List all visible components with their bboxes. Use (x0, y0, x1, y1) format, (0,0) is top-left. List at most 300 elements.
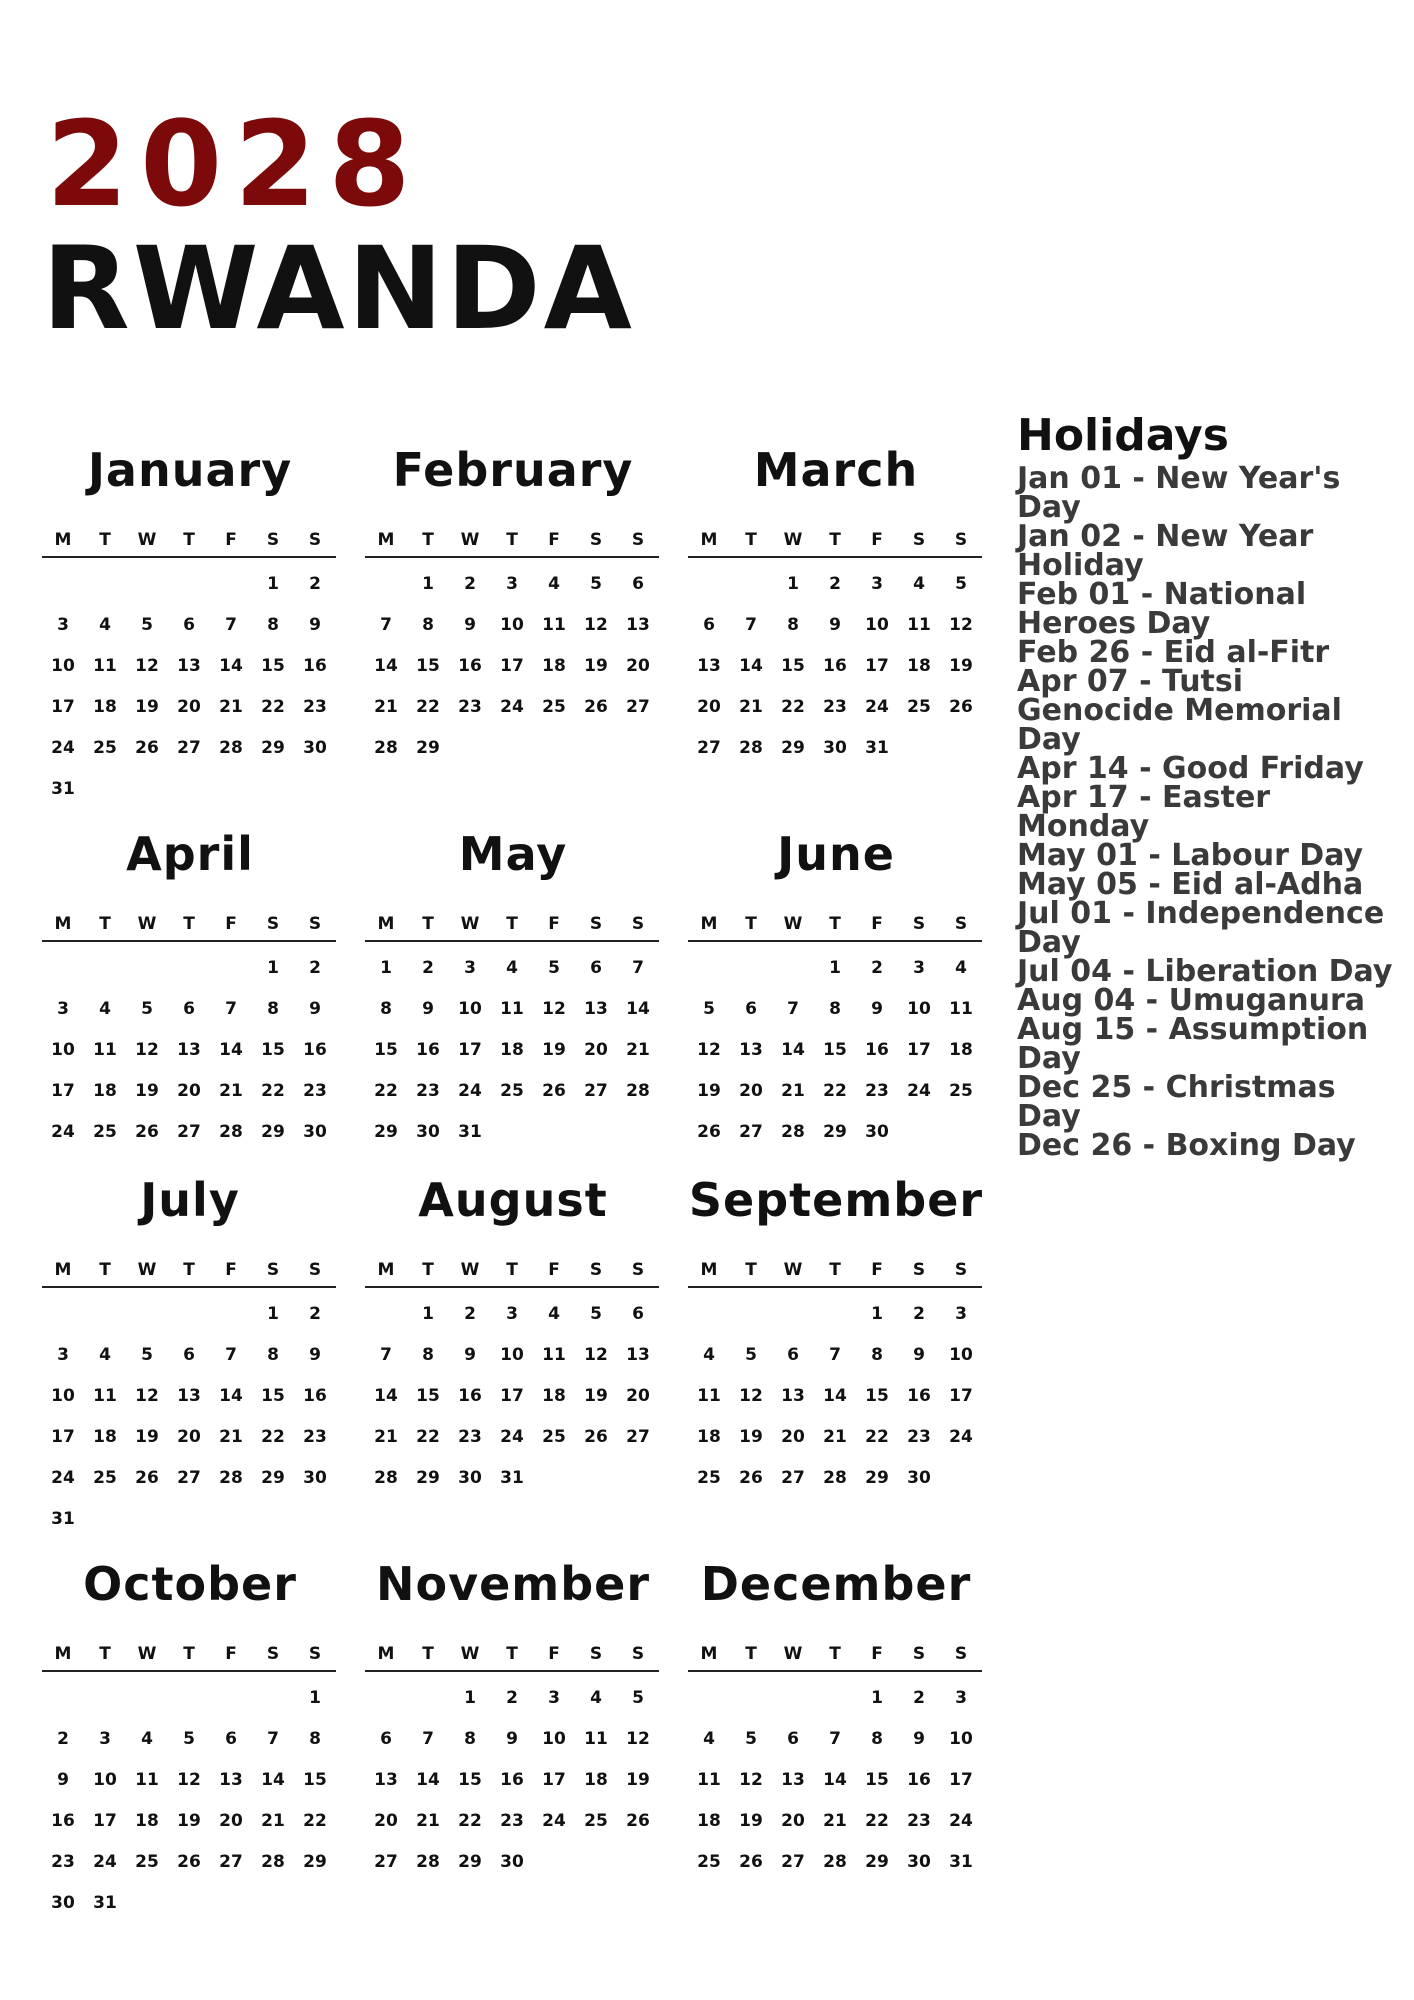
day-cell: 18 (907, 656, 931, 676)
day-cell: 29 (261, 1468, 285, 1488)
day-cell: 3 (548, 1688, 560, 1708)
weekday-header: F (210, 528, 252, 558)
empty-day (168, 1294, 210, 1335)
year-title: 2028 (46, 95, 423, 233)
day-cell: 9 (871, 999, 883, 1019)
day-cell: 31 (51, 1509, 75, 1529)
day-cell: 25 (93, 1122, 117, 1142)
month-grid (688, 528, 984, 769)
day-cell: 27 (781, 1852, 805, 1872)
day-cell: 26 (739, 1468, 763, 1488)
day-cell: 3 (57, 615, 69, 635)
weekday-header: S (898, 1642, 940, 1672)
weekday-header: T (814, 528, 856, 558)
day-cell: 7 (380, 1345, 392, 1365)
day-cell: 24 (51, 1468, 75, 1488)
holiday-item: Dec 26 - Boxing Day (1017, 1128, 1356, 1163)
empty-day (168, 948, 210, 989)
day-cell: 4 (703, 1345, 715, 1365)
weekday-header: T (407, 1258, 449, 1288)
day-cell: 7 (829, 1345, 841, 1365)
weekday-header: T (730, 528, 772, 558)
day-cell: 15 (261, 1040, 285, 1060)
day-cell: 3 (913, 958, 925, 978)
day-cell: 27 (584, 1081, 608, 1101)
day-cell: 7 (225, 1345, 237, 1365)
month-september (688, 1172, 984, 1499)
day-cell: 12 (739, 1386, 763, 1406)
day-cell: 2 (913, 1304, 925, 1324)
empty-day (772, 1294, 814, 1335)
day-cell: 29 (261, 738, 285, 758)
day-cell: 7 (745, 615, 757, 635)
day-cell: 3 (464, 958, 476, 978)
day-cell: 11 (542, 615, 566, 635)
weekday-header: S (575, 912, 617, 942)
day-cell: 30 (303, 1468, 327, 1488)
day-cell: 28 (416, 1852, 440, 1872)
weekday-header: S (940, 1642, 982, 1672)
day-cell: 4 (548, 1304, 560, 1324)
day-cell: 12 (135, 656, 159, 676)
day-cell: 30 (865, 1122, 889, 1142)
day-cell: 3 (57, 1345, 69, 1365)
day-cell: 22 (458, 1811, 482, 1831)
day-cell: 2 (309, 574, 321, 594)
day-cell: 1 (871, 1304, 883, 1324)
day-cell: 12 (135, 1040, 159, 1060)
weekday-header: T (168, 912, 210, 942)
day-cell: 29 (416, 1468, 440, 1488)
day-cell: 31 (500, 1468, 524, 1488)
day-cell: 22 (374, 1081, 398, 1101)
month-grid (365, 912, 661, 1153)
day-cell: 19 (626, 1770, 650, 1790)
day-cell: 19 (697, 1081, 721, 1101)
day-cell: 1 (829, 958, 841, 978)
day-cell: 27 (177, 1122, 201, 1142)
day-cell: 22 (865, 1427, 889, 1447)
day-cell: 10 (949, 1345, 973, 1365)
holiday-item: Aug 04 - Umuganura (1017, 983, 1366, 1018)
day-cell: 6 (183, 615, 195, 635)
day-cell: 13 (219, 1770, 243, 1790)
day-cell: 25 (907, 697, 931, 717)
day-cell: 27 (219, 1852, 243, 1872)
day-cell: 19 (135, 1081, 159, 1101)
day-cell: 8 (464, 1729, 476, 1749)
empty-day (126, 1294, 168, 1335)
empty-day (42, 1294, 84, 1335)
day-cell: 16 (458, 1386, 482, 1406)
day-cell: 14 (739, 656, 763, 676)
day-cell: 27 (177, 1468, 201, 1488)
empty-day (814, 1294, 856, 1335)
day-cell: 22 (303, 1811, 327, 1831)
holiday-item: Apr 14 - Good Friday (1017, 751, 1364, 786)
day-cell: 23 (303, 697, 327, 717)
day-cell: 15 (416, 1386, 440, 1406)
day-cell: 30 (51, 1893, 75, 1913)
day-cell: 31 (949, 1852, 973, 1872)
day-cell: 18 (949, 1040, 973, 1060)
day-cell: 2 (506, 1688, 518, 1708)
day-cell: 5 (548, 958, 560, 978)
day-cell: 15 (416, 656, 440, 676)
weekday-header: S (617, 528, 659, 558)
weekday-header: W (772, 1642, 814, 1672)
weekday-header: T (730, 912, 772, 942)
day-cell: 16 (907, 1386, 931, 1406)
day-cell: 10 (51, 656, 75, 676)
weekday-header: F (210, 912, 252, 942)
weekday-header: S (294, 912, 336, 942)
day-cell: 5 (590, 1304, 602, 1324)
day-cell: 10 (907, 999, 931, 1019)
day-cell: 30 (907, 1852, 931, 1872)
month-july (42, 1172, 338, 1540)
empty-day (84, 1294, 126, 1335)
weekday-header: T (491, 528, 533, 558)
day-cell: 26 (177, 1852, 201, 1872)
empty-day (688, 1678, 730, 1719)
weekday-header: S (575, 1258, 617, 1288)
day-cell: 27 (697, 738, 721, 758)
day-cell: 10 (542, 1729, 566, 1749)
holiday-item: Jan 01 - New Year's Day (1017, 461, 1341, 525)
day-cell: 3 (506, 1304, 518, 1324)
day-cell: 15 (781, 656, 805, 676)
day-cell: 31 (51, 779, 75, 799)
day-cell: 3 (955, 1304, 967, 1324)
day-cell: 1 (464, 1688, 476, 1708)
day-cell: 30 (823, 738, 847, 758)
day-cell: 27 (626, 1427, 650, 1447)
day-cell: 20 (626, 656, 650, 676)
weekday-header: S (940, 1258, 982, 1288)
weekday-header: T (730, 1642, 772, 1672)
month-grid (365, 1258, 661, 1499)
day-cell: 17 (51, 697, 75, 717)
day-cell: 4 (590, 1688, 602, 1708)
day-cell: 15 (823, 1040, 847, 1060)
empty-day (42, 1678, 84, 1719)
weekday-header: T (491, 912, 533, 942)
day-cell: 25 (542, 1427, 566, 1447)
day-cell: 11 (93, 1040, 117, 1060)
day-cell: 14 (219, 1040, 243, 1060)
day-cell: 8 (829, 999, 841, 1019)
day-cell: 28 (219, 1468, 243, 1488)
empty-day (210, 1678, 252, 1719)
day-cell: 7 (829, 1729, 841, 1749)
day-cell: 21 (416, 1811, 440, 1831)
weekday-header: S (575, 1642, 617, 1672)
day-cell: 25 (93, 1468, 117, 1488)
weekday-header: M (365, 528, 407, 558)
day-cell: 9 (309, 999, 321, 1019)
weekday-header: M (42, 1258, 84, 1288)
weekday-header: T (814, 1258, 856, 1288)
day-cell: 5 (703, 999, 715, 1019)
day-cell: 29 (261, 1122, 285, 1142)
day-cell: 18 (500, 1040, 524, 1060)
month-name: January (87, 443, 293, 497)
weekday-header: F (533, 1642, 575, 1672)
day-cell: 30 (458, 1468, 482, 1488)
month-name: November (375, 1557, 651, 1611)
day-cell: 20 (584, 1040, 608, 1060)
day-cell: 8 (871, 1729, 883, 1749)
empty-day (84, 564, 126, 605)
weekday-header: F (533, 912, 575, 942)
day-cell: 1 (787, 574, 799, 594)
weekday-header: M (365, 912, 407, 942)
day-cell: 12 (626, 1729, 650, 1749)
empty-day (772, 948, 814, 989)
day-cell: 18 (584, 1770, 608, 1790)
day-cell: 14 (823, 1770, 847, 1790)
day-cell: 18 (135, 1811, 159, 1831)
empty-day (126, 948, 168, 989)
day-cell: 11 (93, 1386, 117, 1406)
day-cell: 16 (416, 1040, 440, 1060)
day-cell: 29 (823, 1122, 847, 1142)
day-cell: 4 (703, 1729, 715, 1749)
weekday-header: W (126, 1258, 168, 1288)
weekday-header: M (42, 528, 84, 558)
empty-day (730, 1294, 772, 1335)
day-cell: 9 (506, 1729, 518, 1749)
weekday-header: M (688, 1642, 730, 1672)
day-cell: 26 (135, 1122, 159, 1142)
day-cell: 7 (787, 999, 799, 1019)
day-cell: 30 (303, 1122, 327, 1142)
day-cell: 8 (422, 1345, 434, 1365)
day-cell: 29 (458, 1852, 482, 1872)
holiday-item: May 05 - Eid al-Adha (1017, 867, 1364, 902)
day-cell: 4 (548, 574, 560, 594)
day-cell: 15 (865, 1770, 889, 1790)
weekday-header: T (407, 1642, 449, 1672)
day-cell: 10 (458, 999, 482, 1019)
month-grid (365, 1642, 661, 1883)
day-cell: 22 (823, 1081, 847, 1101)
day-cell: 13 (584, 999, 608, 1019)
day-cell: 9 (913, 1345, 925, 1365)
weekday-header: T (168, 528, 210, 558)
empty-day (168, 1678, 210, 1719)
empty-day (42, 948, 84, 989)
day-cell: 5 (590, 574, 602, 594)
day-cell: 31 (458, 1122, 482, 1142)
day-cell: 7 (225, 615, 237, 635)
day-cell: 2 (309, 1304, 321, 1324)
day-cell: 16 (51, 1811, 75, 1831)
day-cell: 5 (955, 574, 967, 594)
empty-day (42, 564, 84, 605)
day-cell: 4 (955, 958, 967, 978)
day-cell: 21 (626, 1040, 650, 1060)
weekday-header: W (449, 1642, 491, 1672)
weekday-header: S (898, 912, 940, 942)
day-cell: 28 (219, 1122, 243, 1142)
day-cell: 2 (464, 574, 476, 594)
day-cell: 17 (500, 1386, 524, 1406)
day-cell: 25 (949, 1081, 973, 1101)
empty-day (252, 1678, 294, 1719)
day-cell: 3 (99, 1729, 111, 1749)
day-cell: 9 (309, 1345, 321, 1365)
day-cell: 16 (303, 1040, 327, 1060)
day-cell: 28 (374, 738, 398, 758)
weekday-header: S (940, 528, 982, 558)
day-cell: 26 (584, 1427, 608, 1447)
day-cell: 5 (745, 1345, 757, 1365)
day-cell: 17 (949, 1386, 973, 1406)
day-cell: 8 (787, 615, 799, 635)
month-grid (42, 1642, 338, 1924)
day-cell: 8 (309, 1729, 321, 1749)
day-cell: 16 (823, 656, 847, 676)
month-name: October (83, 1557, 297, 1611)
day-cell: 28 (781, 1122, 805, 1142)
day-cell: 13 (374, 1770, 398, 1790)
day-cell: 11 (907, 615, 931, 635)
day-cell: 5 (745, 1729, 757, 1749)
month-name: September (688, 1173, 984, 1227)
day-cell: 27 (177, 738, 201, 758)
day-cell: 6 (787, 1729, 799, 1749)
weekday-header: F (856, 1258, 898, 1288)
day-cell: 20 (219, 1811, 243, 1831)
day-cell: 3 (57, 999, 69, 1019)
day-cell: 11 (93, 656, 117, 676)
weekday-header: S (252, 912, 294, 942)
day-cell: 7 (632, 958, 644, 978)
empty-day (126, 564, 168, 605)
day-cell: 15 (303, 1770, 327, 1790)
empty-day (365, 1678, 407, 1719)
day-cell: 18 (93, 1427, 117, 1447)
month-name: July (140, 1173, 240, 1227)
day-cell: 9 (913, 1729, 925, 1749)
day-cell: 31 (93, 1893, 117, 1913)
day-cell: 24 (907, 1081, 931, 1101)
empty-day (407, 1678, 449, 1719)
day-cell: 14 (626, 999, 650, 1019)
month-grid (42, 528, 338, 810)
day-cell: 11 (697, 1386, 721, 1406)
day-cell: 25 (542, 697, 566, 717)
day-cell: 21 (219, 697, 243, 717)
day-cell: 30 (303, 738, 327, 758)
day-cell: 11 (135, 1770, 159, 1790)
day-cell: 17 (907, 1040, 931, 1060)
day-cell: 7 (380, 615, 392, 635)
month-october (42, 1556, 338, 1924)
weekday-header: W (449, 912, 491, 942)
day-cell: 4 (506, 958, 518, 978)
day-cell: 20 (626, 1386, 650, 1406)
day-cell: 21 (374, 697, 398, 717)
day-cell: 17 (458, 1040, 482, 1060)
day-cell: 23 (416, 1081, 440, 1101)
day-cell: 22 (416, 1427, 440, 1447)
day-cell: 1 (871, 1688, 883, 1708)
empty-day (730, 948, 772, 989)
day-cell: 19 (177, 1811, 201, 1831)
day-cell: 26 (584, 697, 608, 717)
day-cell: 20 (739, 1081, 763, 1101)
weekday-header: M (42, 1642, 84, 1672)
empty-day (814, 1678, 856, 1719)
day-cell: 26 (739, 1852, 763, 1872)
day-cell: 1 (380, 958, 392, 978)
month-name: March (753, 443, 919, 497)
empty-day (126, 1678, 168, 1719)
day-cell: 19 (135, 697, 159, 717)
day-cell: 14 (374, 1386, 398, 1406)
day-cell: 18 (542, 1386, 566, 1406)
weekday-header: S (617, 912, 659, 942)
weekday-header: F (856, 912, 898, 942)
day-cell: 4 (99, 1345, 111, 1365)
month-name: August (418, 1173, 608, 1227)
day-cell: 24 (51, 1122, 75, 1142)
holiday-item: Dec 25 - Christmas Day (1017, 1070, 1336, 1134)
day-cell: 24 (93, 1852, 117, 1872)
month-may (365, 826, 661, 1153)
day-cell: 25 (135, 1852, 159, 1872)
day-cell: 8 (267, 615, 279, 635)
day-cell: 3 (506, 574, 518, 594)
day-cell: 6 (183, 999, 195, 1019)
weekday-header: M (688, 912, 730, 942)
day-cell: 20 (177, 697, 201, 717)
day-cell: 10 (500, 615, 524, 635)
day-cell: 7 (267, 1729, 279, 1749)
day-cell: 24 (500, 1427, 524, 1447)
day-cell: 14 (781, 1040, 805, 1060)
weekday-header: T (168, 1258, 210, 1288)
day-cell: 24 (458, 1081, 482, 1101)
day-cell: 24 (949, 1427, 973, 1447)
weekday-header: F (533, 528, 575, 558)
day-cell: 6 (703, 615, 715, 635)
day-cell: 17 (93, 1811, 117, 1831)
day-cell: 12 (949, 615, 973, 635)
holiday-item: Jul 01 - Independence Day (1017, 896, 1385, 960)
weekday-header: T (814, 912, 856, 942)
day-cell: 1 (267, 958, 279, 978)
day-cell: 2 (464, 1304, 476, 1324)
empty-day (688, 1294, 730, 1335)
day-cell: 20 (781, 1427, 805, 1447)
day-cell: 8 (380, 999, 392, 1019)
month-march (688, 442, 984, 769)
day-cell: 2 (829, 574, 841, 594)
day-cell: 17 (51, 1081, 75, 1101)
weekday-header: F (856, 528, 898, 558)
day-cell: 10 (51, 1386, 75, 1406)
day-cell: 9 (829, 615, 841, 635)
day-cell: 12 (177, 1770, 201, 1790)
day-cell: 18 (697, 1811, 721, 1831)
day-cell: 26 (697, 1122, 721, 1142)
day-cell: 14 (219, 1386, 243, 1406)
day-cell: 2 (309, 958, 321, 978)
